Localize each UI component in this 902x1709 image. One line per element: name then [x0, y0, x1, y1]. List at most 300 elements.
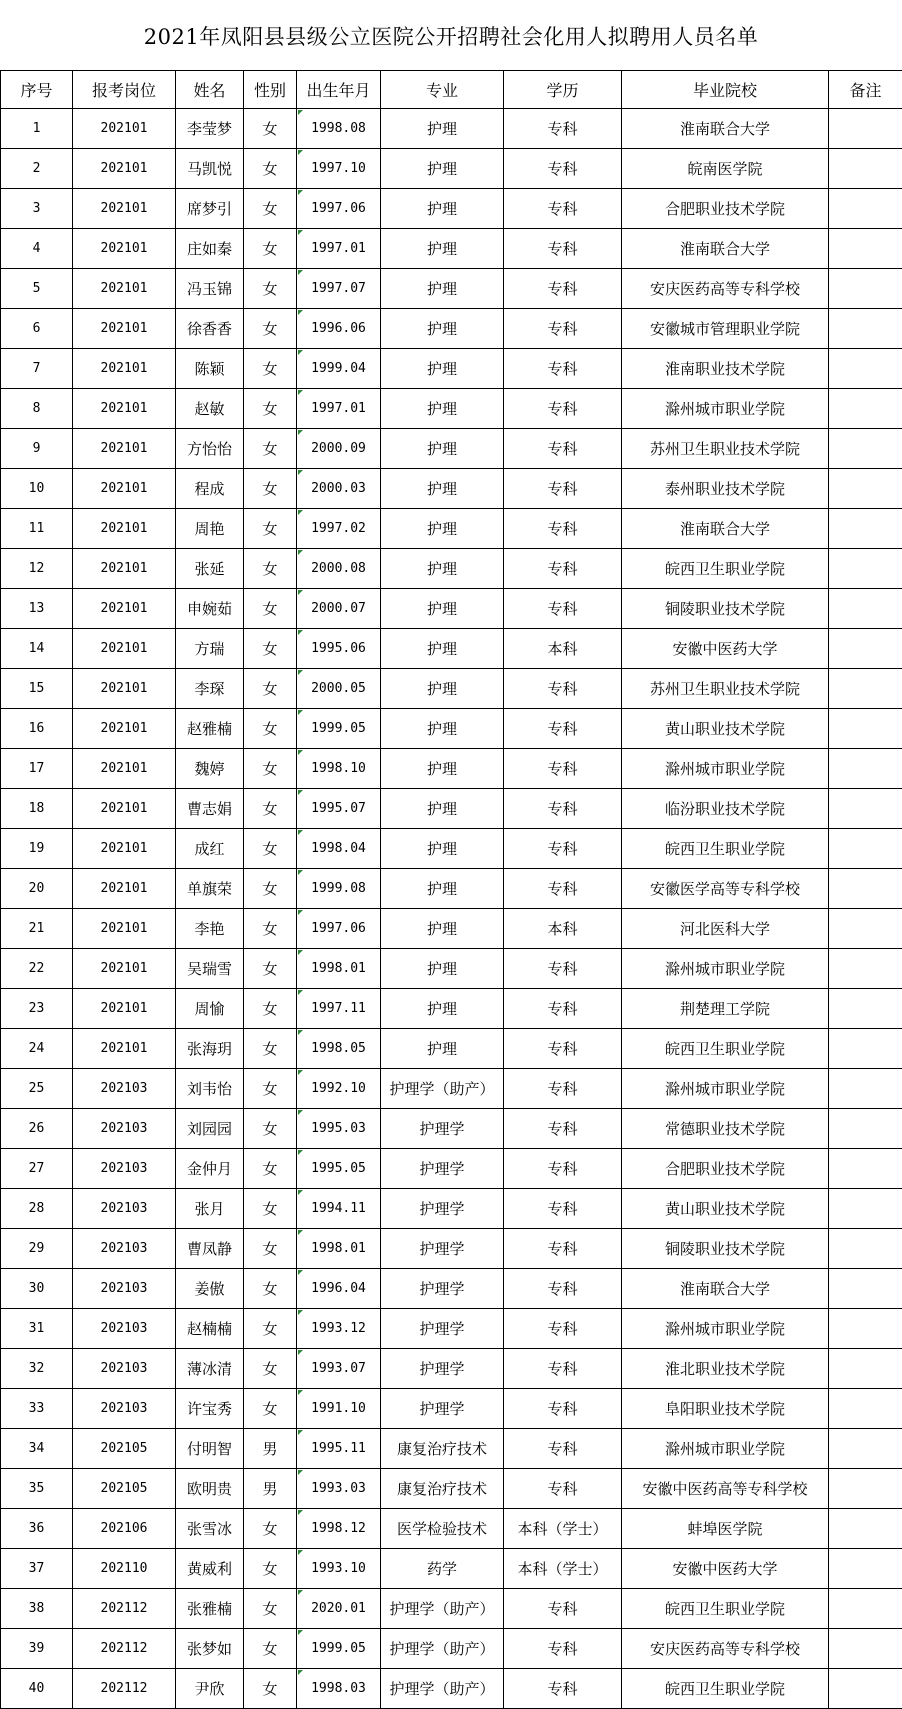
cell-post: 202101	[73, 989, 176, 1029]
cell-name: 李艳	[176, 909, 244, 949]
cell-major: 护理	[381, 1029, 504, 1069]
cell-major: 护理	[381, 789, 504, 829]
cell-school: 淮南联合大学	[622, 1269, 829, 1309]
cell-education: 专科	[504, 189, 622, 229]
cell-post: 202103	[73, 1189, 176, 1229]
cell-major: 护理	[381, 869, 504, 909]
cell-education: 专科	[504, 1189, 622, 1229]
cell-remark	[829, 1109, 902, 1149]
cell-name: 冯玉锦	[176, 269, 244, 309]
cell-education: 专科	[504, 149, 622, 189]
cell-post: 202112	[73, 1669, 176, 1709]
cell-remark	[829, 509, 902, 549]
cell-name: 张海玥	[176, 1029, 244, 1069]
cell-seq: 4	[1, 229, 73, 269]
cell-gender: 女	[244, 1309, 297, 1349]
cell-major: 护理学	[381, 1189, 504, 1229]
cell-major: 护理	[381, 229, 504, 269]
cell-dob: 1994.11	[297, 1189, 381, 1229]
cell-major: 护理	[381, 829, 504, 869]
cell-education: 专科	[504, 1589, 622, 1629]
cell-seq: 20	[1, 869, 73, 909]
cell-remark	[829, 109, 902, 149]
cell-school: 安徽中医药大学	[622, 1549, 829, 1589]
cell-name: 庄如秦	[176, 229, 244, 269]
cell-major: 康复治疗技术	[381, 1429, 504, 1469]
cell-seq: 26	[1, 1109, 73, 1149]
cell-post: 202101	[73, 1029, 176, 1069]
cell-school: 滁州城市职业学院	[622, 749, 829, 789]
cell-gender: 女	[244, 1229, 297, 1269]
cell-school: 常德职业技术学院	[622, 1109, 829, 1149]
cell-gender: 男	[244, 1429, 297, 1469]
cell-major: 医学检验技术	[381, 1509, 504, 1549]
cell-dob: 1993.03	[297, 1469, 381, 1509]
cell-post: 202101	[73, 429, 176, 469]
cell-remark	[829, 989, 902, 1029]
table-row	[1, 749, 902, 789]
header-gender: 性别	[244, 71, 297, 109]
header-major: 专业	[381, 71, 504, 109]
table-row	[1, 149, 902, 189]
cell-education: 专科	[504, 429, 622, 469]
cell-major: 护理学	[381, 1269, 504, 1309]
cell-gender: 女	[244, 589, 297, 629]
cell-education: 专科	[504, 1069, 622, 1109]
table-row	[1, 1349, 902, 1389]
cell-remark	[829, 589, 902, 629]
cell-seq: 3	[1, 189, 73, 229]
cell-school: 河北医科大学	[622, 909, 829, 949]
cell-remark	[829, 189, 902, 229]
cell-seq: 29	[1, 1229, 73, 1269]
cell-post: 202103	[73, 1069, 176, 1109]
cell-name: 付明智	[176, 1429, 244, 1469]
cell-school: 皖西卫生职业学院	[622, 1669, 829, 1709]
cell-remark	[829, 1149, 902, 1189]
cell-post: 202101	[73, 269, 176, 309]
cell-seq: 34	[1, 1429, 73, 1469]
cell-remark	[829, 269, 902, 309]
cell-gender: 女	[244, 869, 297, 909]
cell-major: 护理	[381, 269, 504, 309]
cell-school: 滁州城市职业学院	[622, 1309, 829, 1349]
cell-remark	[829, 149, 902, 189]
cell-dob: 1995.05	[297, 1149, 381, 1189]
cell-education: 专科	[504, 789, 622, 829]
cell-dob: 1998.08	[297, 109, 381, 149]
table-row	[1, 629, 902, 669]
cell-post: 202110	[73, 1549, 176, 1589]
table-row	[1, 1509, 902, 1549]
cell-gender: 女	[244, 309, 297, 349]
cell-dob: 1995.11	[297, 1429, 381, 1469]
cell-gender: 女	[244, 349, 297, 389]
cell-name: 单旗荣	[176, 869, 244, 909]
cell-major: 护理	[381, 589, 504, 629]
cell-remark	[829, 1389, 902, 1429]
cell-post: 202101	[73, 109, 176, 149]
cell-education: 专科	[504, 1669, 622, 1709]
cell-school: 阜阳职业技术学院	[622, 1389, 829, 1429]
cell-education: 专科	[504, 949, 622, 989]
hiring-roster-table	[0, 70, 902, 1709]
cell-major: 护理	[381, 509, 504, 549]
cell-school: 荆楚理工学院	[622, 989, 829, 1029]
cell-major: 护理学	[381, 1389, 504, 1429]
cell-gender: 女	[244, 1029, 297, 1069]
cell-name: 赵雅楠	[176, 709, 244, 749]
cell-gender: 女	[244, 669, 297, 709]
cell-school: 铜陵职业技术学院	[622, 1229, 829, 1269]
cell-seq: 22	[1, 949, 73, 989]
cell-school: 安徽城市管理职业学院	[622, 309, 829, 349]
cell-dob: 1996.04	[297, 1269, 381, 1309]
table-row	[1, 1429, 902, 1469]
cell-name: 曹志娟	[176, 789, 244, 829]
cell-remark	[829, 1309, 902, 1349]
cell-school: 皖西卫生职业学院	[622, 1029, 829, 1069]
cell-gender: 女	[244, 269, 297, 309]
cell-major: 护理学（助产）	[381, 1069, 504, 1109]
cell-dob: 1992.10	[297, 1069, 381, 1109]
cell-school: 安徽中医药高等专科学校	[622, 1469, 829, 1509]
cell-remark	[829, 1469, 902, 1509]
table-row	[1, 309, 902, 349]
cell-gender: 女	[244, 229, 297, 269]
cell-dob: 1999.05	[297, 1629, 381, 1669]
table-row	[1, 1389, 902, 1429]
cell-school: 临汾职业技术学院	[622, 789, 829, 829]
cell-name: 魏婷	[176, 749, 244, 789]
cell-dob: 1997.06	[297, 909, 381, 949]
cell-gender: 女	[244, 149, 297, 189]
cell-gender: 女	[244, 1109, 297, 1149]
cell-major: 护理学	[381, 1109, 504, 1149]
cell-dob: 2000.07	[297, 589, 381, 629]
cell-school: 皖西卫生职业学院	[622, 549, 829, 589]
cell-major: 护理	[381, 149, 504, 189]
table-body	[1, 109, 902, 1709]
header-school: 毕业院校	[622, 71, 829, 109]
cell-post: 202105	[73, 1469, 176, 1509]
cell-dob: 1997.11	[297, 989, 381, 1029]
header-post: 报考岗位	[73, 71, 176, 109]
cell-education: 专科	[504, 1229, 622, 1269]
cell-post: 202101	[73, 349, 176, 389]
cell-post: 202101	[73, 309, 176, 349]
cell-education: 本科（学士）	[504, 1549, 622, 1589]
cell-school: 皖西卫生职业学院	[622, 829, 829, 869]
cell-gender: 女	[244, 989, 297, 1029]
cell-post: 202101	[73, 469, 176, 509]
cell-seq: 30	[1, 1269, 73, 1309]
cell-name: 方瑞	[176, 629, 244, 669]
cell-seq: 25	[1, 1069, 73, 1109]
cell-major: 护理	[381, 429, 504, 469]
cell-seq: 1	[1, 109, 73, 149]
cell-post: 202103	[73, 1389, 176, 1429]
cell-education: 专科	[504, 869, 622, 909]
cell-gender: 女	[244, 109, 297, 149]
table-row	[1, 1589, 902, 1629]
cell-name: 张梦如	[176, 1629, 244, 1669]
cell-name: 程成	[176, 469, 244, 509]
cell-school: 合肥职业技术学院	[622, 1149, 829, 1189]
cell-post: 202101	[73, 589, 176, 629]
table-row	[1, 1029, 902, 1069]
cell-school: 皖南医学院	[622, 149, 829, 189]
cell-school: 蚌埠医学院	[622, 1509, 829, 1549]
cell-education: 专科	[504, 829, 622, 869]
table-row	[1, 1269, 902, 1309]
table-row	[1, 949, 902, 989]
cell-education: 专科	[504, 109, 622, 149]
header-name: 姓名	[176, 71, 244, 109]
cell-remark	[829, 909, 902, 949]
cell-dob: 1997.02	[297, 509, 381, 549]
cell-seq: 9	[1, 429, 73, 469]
cell-remark	[829, 789, 902, 829]
cell-school: 淮北职业技术学院	[622, 1349, 829, 1389]
cell-school: 淮南联合大学	[622, 509, 829, 549]
cell-major: 护理学	[381, 1229, 504, 1269]
cell-post: 202101	[73, 829, 176, 869]
cell-post: 202105	[73, 1429, 176, 1469]
cell-post: 202101	[73, 229, 176, 269]
cell-school: 安庆医药高等专科学校	[622, 1629, 829, 1669]
cell-school: 滁州城市职业学院	[622, 1069, 829, 1109]
cell-name: 张月	[176, 1189, 244, 1229]
cell-name: 欧明贵	[176, 1469, 244, 1509]
cell-post: 202101	[73, 869, 176, 909]
cell-seq: 31	[1, 1309, 73, 1349]
cell-gender: 女	[244, 1509, 297, 1549]
cell-remark	[829, 1189, 902, 1229]
cell-seq: 32	[1, 1349, 73, 1389]
table-row	[1, 1189, 902, 1229]
cell-name: 吴瑞雪	[176, 949, 244, 989]
document-title: 2021年凤阳县县级公立医院公开招聘社会化用人拟聘用人员名单	[143, 25, 759, 49]
cell-major: 护理	[381, 109, 504, 149]
cell-education: 专科	[504, 1149, 622, 1189]
cell-dob: 2020.01	[297, 1589, 381, 1629]
cell-major: 药学	[381, 1549, 504, 1589]
cell-dob: 1996.06	[297, 309, 381, 349]
cell-name: 张雪冰	[176, 1509, 244, 1549]
cell-dob: 1993.12	[297, 1309, 381, 1349]
table-row	[1, 1629, 902, 1669]
cell-seq: 21	[1, 909, 73, 949]
cell-education: 本科	[504, 629, 622, 669]
cell-remark	[829, 1589, 902, 1629]
cell-gender: 女	[244, 909, 297, 949]
table-row	[1, 269, 902, 309]
cell-seq: 8	[1, 389, 73, 429]
cell-dob: 1995.03	[297, 1109, 381, 1149]
cell-major: 护理	[381, 189, 504, 229]
cell-gender: 女	[244, 749, 297, 789]
cell-education: 本科（学士）	[504, 1509, 622, 1549]
cell-education: 专科	[504, 1029, 622, 1069]
cell-dob: 1999.04	[297, 349, 381, 389]
cell-education: 专科	[504, 389, 622, 429]
cell-post: 202103	[73, 1109, 176, 1149]
cell-name: 李琛	[176, 669, 244, 709]
cell-name: 姜傲	[176, 1269, 244, 1309]
cell-major: 护理学（助产）	[381, 1669, 504, 1709]
cell-major: 护理	[381, 549, 504, 589]
cell-major: 护理	[381, 749, 504, 789]
cell-education: 专科	[504, 1629, 622, 1669]
cell-gender: 女	[244, 1189, 297, 1229]
cell-education: 专科	[504, 989, 622, 1029]
cell-education: 专科	[504, 1269, 622, 1309]
table-row	[1, 709, 902, 749]
table-row	[1, 789, 902, 829]
table-row	[1, 109, 902, 149]
cell-seq: 28	[1, 1189, 73, 1229]
table-row	[1, 469, 902, 509]
table-row	[1, 1069, 902, 1109]
cell-major: 护理学	[381, 1309, 504, 1349]
cell-seq: 7	[1, 349, 73, 389]
cell-seq: 40	[1, 1669, 73, 1709]
cell-remark	[829, 1349, 902, 1389]
cell-name: 周艳	[176, 509, 244, 549]
cell-name: 许宝秀	[176, 1389, 244, 1429]
cell-remark	[829, 749, 902, 789]
cell-gender: 女	[244, 189, 297, 229]
cell-dob: 2000.05	[297, 669, 381, 709]
cell-gender: 女	[244, 1069, 297, 1109]
cell-post: 202101	[73, 909, 176, 949]
cell-seq: 17	[1, 749, 73, 789]
cell-school: 安徽医学高等专科学校	[622, 869, 829, 909]
cell-dob: 1999.05	[297, 709, 381, 749]
cell-gender: 男	[244, 1469, 297, 1509]
cell-major: 护理	[381, 309, 504, 349]
cell-education: 专科	[504, 549, 622, 589]
cell-education: 专科	[504, 309, 622, 349]
cell-gender: 女	[244, 829, 297, 869]
cell-school: 泰州职业技术学院	[622, 469, 829, 509]
cell-gender: 女	[244, 389, 297, 429]
cell-remark	[829, 629, 902, 669]
cell-remark	[829, 469, 902, 509]
cell-dob: 1998.01	[297, 949, 381, 989]
cell-post: 202101	[73, 949, 176, 989]
cell-major: 护理学	[381, 1349, 504, 1389]
cell-school: 淮南职业技术学院	[622, 349, 829, 389]
cell-name: 刘韦怡	[176, 1069, 244, 1109]
cell-remark	[829, 669, 902, 709]
cell-name: 张雅楠	[176, 1589, 244, 1629]
cell-remark	[829, 1069, 902, 1109]
cell-remark	[829, 949, 902, 989]
cell-major: 护理	[381, 989, 504, 1029]
header-remark: 备注	[829, 71, 902, 109]
cell-gender: 女	[244, 1629, 297, 1669]
cell-name: 金仲月	[176, 1149, 244, 1189]
cell-name: 陈颖	[176, 349, 244, 389]
cell-dob: 1995.06	[297, 629, 381, 669]
cell-gender: 女	[244, 949, 297, 989]
cell-dob: 1998.04	[297, 829, 381, 869]
cell-major: 护理	[381, 389, 504, 429]
cell-seq: 37	[1, 1549, 73, 1589]
cell-name: 马凯悦	[176, 149, 244, 189]
cell-education: 专科	[504, 749, 622, 789]
cell-seq: 5	[1, 269, 73, 309]
cell-major: 护理	[381, 709, 504, 749]
cell-name: 李莹梦	[176, 109, 244, 149]
cell-gender: 女	[244, 469, 297, 509]
cell-seq: 6	[1, 309, 73, 349]
cell-school: 滁州城市职业学院	[622, 389, 829, 429]
cell-dob: 1998.03	[297, 1669, 381, 1709]
table-row	[1, 909, 902, 949]
cell-name: 赵楠楠	[176, 1309, 244, 1349]
table-row	[1, 1229, 902, 1269]
cell-seq: 38	[1, 1589, 73, 1629]
cell-post: 202101	[73, 549, 176, 589]
cell-education: 专科	[504, 589, 622, 629]
cell-post: 202112	[73, 1589, 176, 1629]
cell-major: 护理	[381, 909, 504, 949]
table-row	[1, 589, 902, 629]
table-row	[1, 1469, 902, 1509]
cell-major: 护理	[381, 669, 504, 709]
cell-post: 202112	[73, 1629, 176, 1669]
cell-post: 202101	[73, 389, 176, 429]
cell-gender: 女	[244, 1669, 297, 1709]
table-row	[1, 1309, 902, 1349]
cell-dob: 1997.01	[297, 389, 381, 429]
cell-seq: 14	[1, 629, 73, 669]
cell-dob: 1998.05	[297, 1029, 381, 1069]
cell-seq: 33	[1, 1389, 73, 1429]
cell-seq: 12	[1, 549, 73, 589]
cell-seq: 15	[1, 669, 73, 709]
cell-remark	[829, 709, 902, 749]
cell-education: 专科	[504, 509, 622, 549]
cell-dob: 1998.01	[297, 1229, 381, 1269]
cell-school: 黄山职业技术学院	[622, 1189, 829, 1229]
cell-gender: 女	[244, 789, 297, 829]
cell-education: 专科	[504, 1349, 622, 1389]
cell-dob: 2000.09	[297, 429, 381, 469]
cell-remark	[829, 309, 902, 349]
header-education: 学历	[504, 71, 622, 109]
cell-school: 淮南联合大学	[622, 229, 829, 269]
cell-education: 专科	[504, 1469, 622, 1509]
cell-post: 202101	[73, 509, 176, 549]
table-row	[1, 1549, 902, 1589]
cell-remark	[829, 1229, 902, 1269]
cell-dob: 1997.10	[297, 149, 381, 189]
table-row	[1, 189, 902, 229]
cell-name: 薄冰清	[176, 1349, 244, 1389]
cell-education: 专科	[504, 1389, 622, 1429]
cell-education: 专科	[504, 1429, 622, 1469]
cell-name: 曹凤静	[176, 1229, 244, 1269]
cell-dob: 2000.03	[297, 469, 381, 509]
cell-seq: 23	[1, 989, 73, 1029]
header-dob: 出生年月	[297, 71, 381, 109]
cell-dob: 2000.08	[297, 549, 381, 589]
cell-school: 淮南联合大学	[622, 109, 829, 149]
